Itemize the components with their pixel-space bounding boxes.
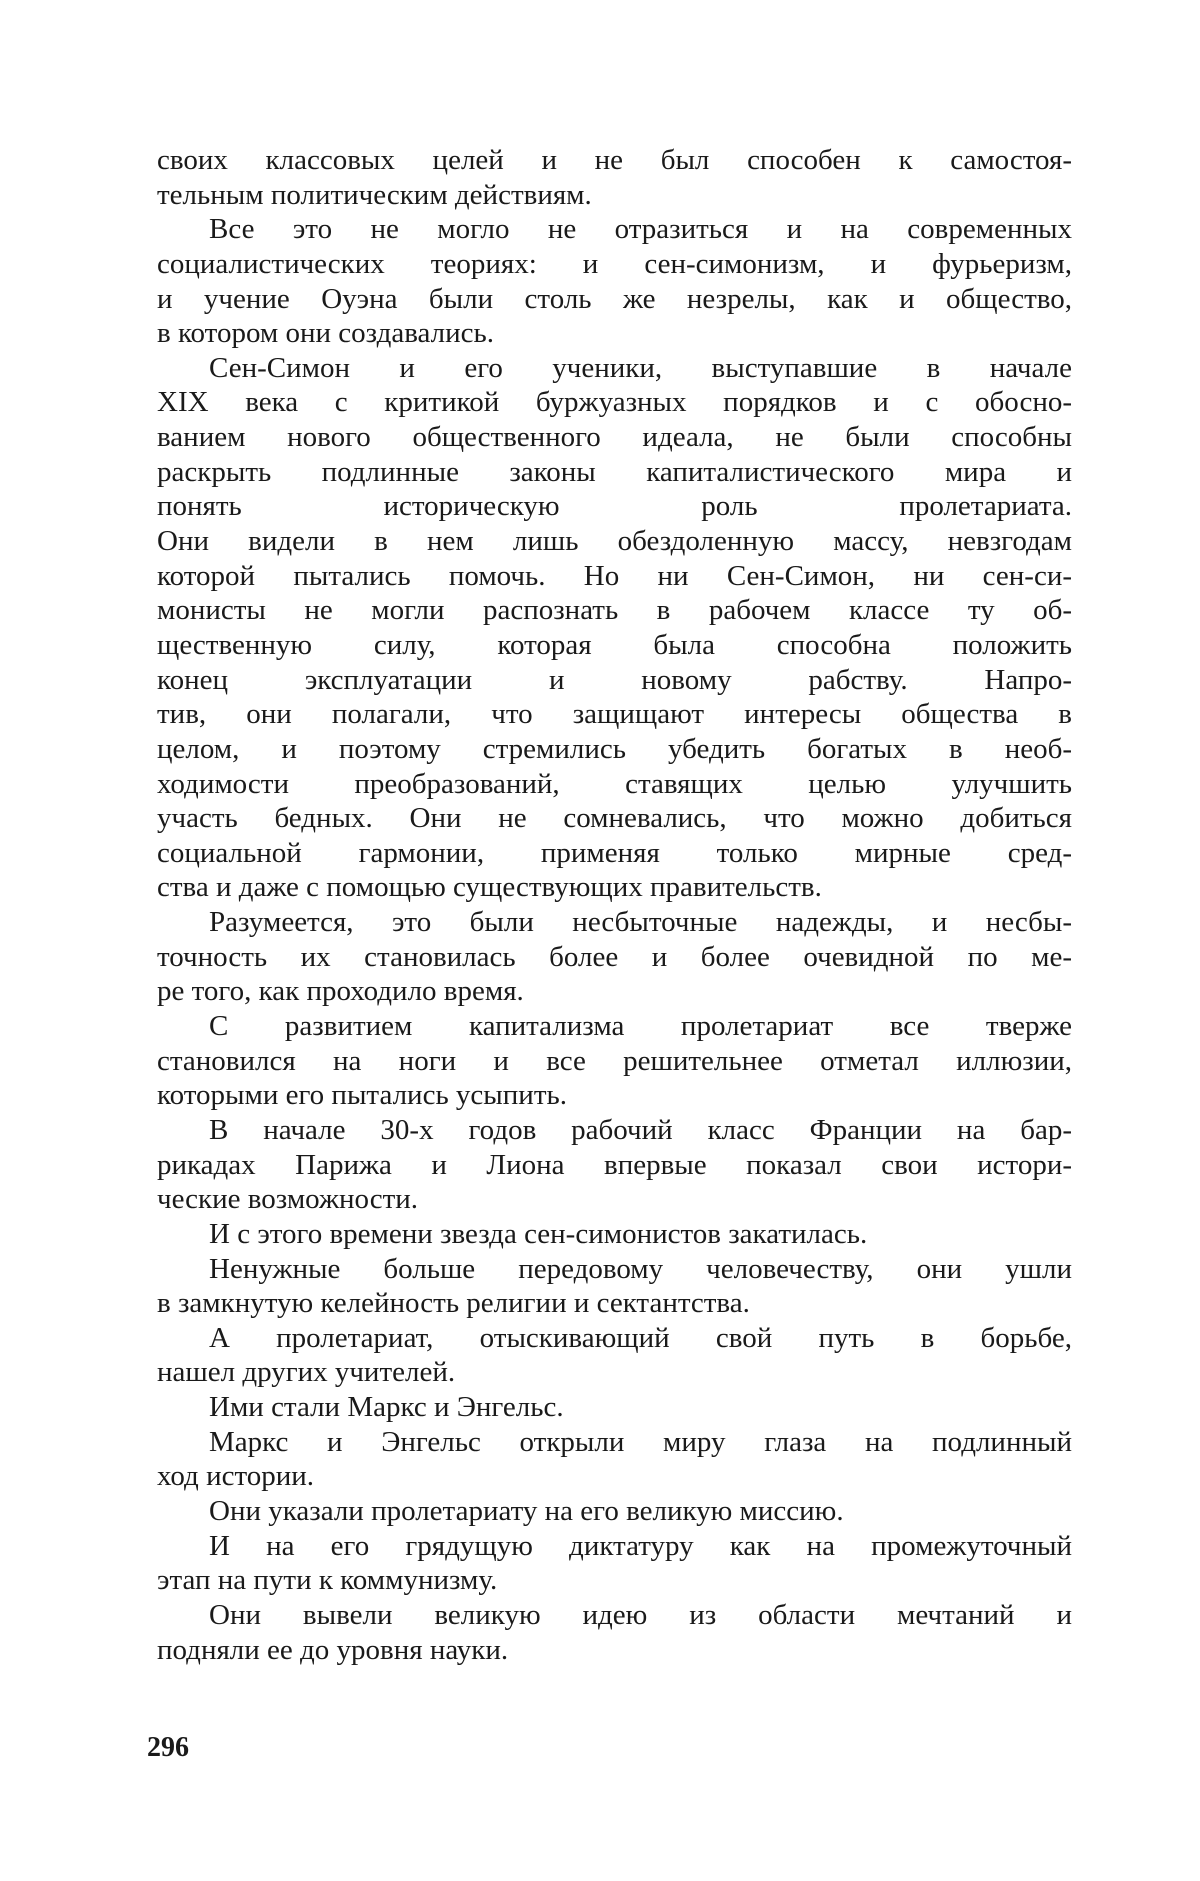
text-line: А пролетариат, отыскивающий свой путь в борьбе, — [209, 1321, 1072, 1354]
text-line: подняли ее до уровня науки. — [157, 1633, 509, 1666]
text-line: Ими стали Маркс и Энгельс. — [209, 1391, 564, 1424]
text-line: которой пытались помочь. Но ни Сен-Симон, ни сен-си- — [157, 559, 1072, 592]
body-text — [157, 143, 1072, 1667]
text-line: Все это не могло не отразиться и на современных — [209, 213, 1072, 246]
text-line: которыми его пытались усыпить. — [157, 1079, 567, 1112]
text-line: понять историческую роль пролетариата. — [157, 490, 1072, 523]
text-line: нашел других учителей. — [157, 1356, 456, 1389]
text-line: Ненужные больше передовому человечеству, они ушли — [209, 1252, 1072, 1285]
text-line: ходимости преобразований, ставящих целью улучшить — [157, 767, 1072, 800]
text-line: С развитием капитализма пролетариат все тверже — [209, 1010, 1072, 1043]
text-line: раскрыть подлинные законы капиталистического мира и — [157, 455, 1072, 488]
text-line: Они вывели великую идею из области мечтаний и — [209, 1598, 1072, 1631]
text-line: ход истории. — [157, 1460, 315, 1493]
text-line: и учение Оуэна были столь же незрелы, как и общество, — [157, 282, 1072, 315]
text-line: ческие возможности. — [157, 1183, 419, 1216]
text-line: тельным политическим действиям. — [157, 178, 592, 211]
text-line: конец эксплуатации и новому рабству. Напро- — [157, 663, 1072, 696]
text-line: своих классовых целей и не был способен к самостоя- — [157, 144, 1072, 176]
text-line: монисты не могли распознать в рабочем классе ту об- — [157, 594, 1072, 627]
text-line: рикадах Парижа и Лиона впервые показал свои истори- — [157, 1148, 1072, 1181]
text-line: точность их становилась более и более очевидной по ме- — [157, 940, 1072, 973]
text-line: Они указали пролетариату на его великую миссию. — [209, 1494, 844, 1527]
text-line: тив, они полагали, что защищают интересы общества в — [157, 698, 1072, 731]
text-line: Разумеется, это были несбыточные надежды, и несбы- — [209, 906, 1072, 939]
text-line: щественную силу, которая была способна положить — [157, 628, 1072, 661]
text-line: XIX века с критикой буржуазных порядков и с обосно- — [157, 386, 1072, 419]
text-line: этап на пути к коммунизму. — [157, 1564, 498, 1597]
text-line: становился на ноги и все решительнее отметал иллюзии, — [157, 1044, 1072, 1077]
text-line: социалистических теориях: и сен-симонизм, и фурьеризм, — [157, 247, 1072, 280]
text-line: В начале 30-х годов рабочий класс Франции на бар- — [209, 1113, 1072, 1146]
text-line: И на его грядущую диктатуру как на промежуточный — [209, 1529, 1072, 1562]
text-line: Маркс и Энгельс открыли миру глаза на подлинный — [209, 1425, 1072, 1458]
text-line: социальной гармонии, применяя только мирные сред- — [157, 836, 1072, 869]
text-line: участь бедных. Они не сомневались, что можно добиться — [157, 802, 1072, 835]
text-line: ванием нового общественного идеала, не были способны — [157, 421, 1072, 454]
text-line: ства и даже с помощью существующих правительств. — [157, 871, 822, 904]
text-line: Они видели в нем лишь обездоленную массу, невзгодам — [157, 525, 1072, 558]
text-line: в замкнутую келейность религии и сектантства. — [157, 1287, 750, 1320]
text-line: целом, и поэтому стремились убедить богатых в необ- — [157, 732, 1072, 765]
page-number: 296 — [147, 1732, 189, 1763]
text-line: ре того, как проходило время. — [157, 975, 524, 1008]
text-line: в котором они создавались. — [157, 317, 495, 350]
text-line: И с этого времени звезда сен-симонистов закатилась. — [209, 1217, 868, 1250]
text-line: Сен-Симон и его ученики, выступавшие в начале — [209, 351, 1072, 384]
